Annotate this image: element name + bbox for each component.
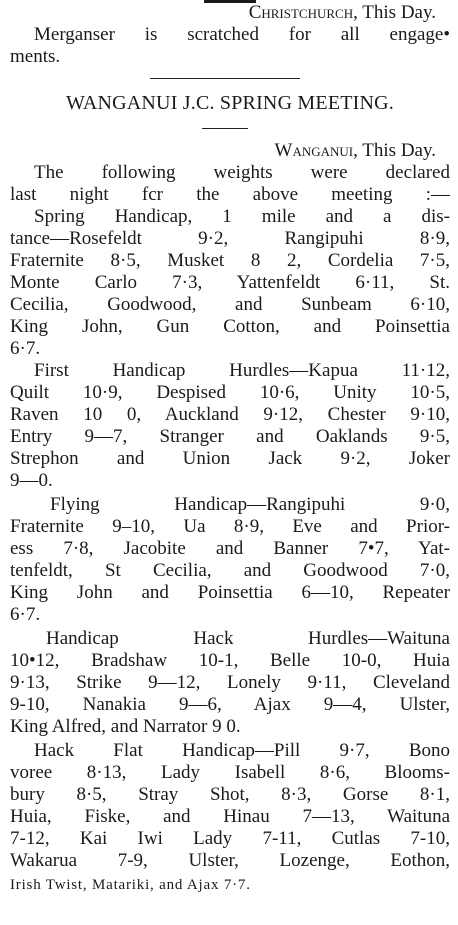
text-line: Hack Flat Handicap—Pill 9·7, Bono xyxy=(34,740,450,761)
dateline-date: This Day. xyxy=(362,2,436,23)
text-line: Wakarua 7-9, Ulster, Lozenge, Eothon, xyxy=(10,850,450,871)
text-line: King John, Gun Cotton, and Poinsettia xyxy=(10,316,450,337)
text-line: Strephon and Union Jack 9·2, Joker xyxy=(10,448,450,469)
text-line: Handicap Hack Hurdles—Waituna xyxy=(46,628,450,649)
dateline-place: Christchurch, xyxy=(248,2,358,23)
dateline-wanganui xyxy=(10,140,450,162)
text-line: King John and Poinsettia 6—10, Repeater xyxy=(10,582,450,603)
dateline-date: This Day. xyxy=(362,140,436,161)
text-line: 9·13, Strike 9—12, Lonely 9·11, Cleveland xyxy=(10,672,450,693)
text-line: 9-10, Nanakia 9—6, Ajax 9—4, Ulster, xyxy=(10,694,450,715)
text-line: Huia, Fiske, and Hinau 7—13, Waituna xyxy=(10,806,450,827)
text-line: Spring Handicap, 1 mile and a dis- xyxy=(34,206,450,227)
text-line: bury 8·5, Stray Shot, 8·3, Gorse 8·1, xyxy=(10,784,450,805)
text-line: Entry 9—7, Stranger and Oaklands 9·5, xyxy=(10,426,450,447)
text-line: Raven 10 0, Auckland 9·12, Chester 9·10, xyxy=(10,404,450,425)
text-line: 9—0. xyxy=(10,470,53,491)
text-line: 6·7. xyxy=(10,604,41,625)
heading-divider xyxy=(202,128,248,129)
text-line: ess 7·8, Jacobite and Banner 7•7, Yat- xyxy=(10,538,450,559)
section-heading: WANGANUI J.C. SPRING MEETING. xyxy=(65,92,395,114)
section-divider xyxy=(150,78,300,79)
text-line: 6·7. xyxy=(10,338,41,359)
text-line: Merganser is scratched for all engage• xyxy=(34,24,450,45)
text-line: tenfeldt, St Cecilia, and Goodwood 7·0, xyxy=(10,560,450,581)
text-line: Irish Twist, Matariki, and Ajax 7·7. xyxy=(10,877,251,893)
text-line: Monte Carlo 7·3, Yattenfeldt 6·11, St. xyxy=(10,272,450,293)
dateline-place: Wanganui, xyxy=(274,140,358,161)
text-line: Fraternite 8·5, Musket 8 2, Cordelia 7·5, xyxy=(10,250,450,271)
text-line: 7-12, Kai Iwi Lady 7-11, Cutlas 7-10, xyxy=(10,828,450,849)
text-line: The following weights were declared xyxy=(34,162,450,183)
text-line: 10•12, Bradshaw 10-1, Belle 10-0, Huia xyxy=(10,650,450,671)
text-line: last night fcr the above meeting :— xyxy=(10,184,450,205)
text-line: Flying Handicap—Rangipuhi 9·0, xyxy=(50,494,450,515)
text-line: tance—Rosefeldt 9·2, Rangipuhi 8·9, xyxy=(10,228,450,249)
text-line: ments. xyxy=(10,46,61,67)
text-line: First Handicap Hurdles—Kapua 11·12, xyxy=(34,360,450,381)
text-line: Cecilia, Goodwood, and Sunbeam 6·10, xyxy=(10,294,450,315)
text-line: Quilt 10·9, Despised 10·6, Unity 10·5, xyxy=(10,382,450,403)
text-line: King Alfred, and Narrator 9 0. xyxy=(10,716,241,737)
text-line: Fraternite 9‒10, Ua 8·9, Eve and Prior- xyxy=(10,516,450,537)
dateline-christchurch xyxy=(10,2,450,24)
text-line: voree 8·13, Lady Isabell 8·6, Blooms- xyxy=(10,762,450,783)
